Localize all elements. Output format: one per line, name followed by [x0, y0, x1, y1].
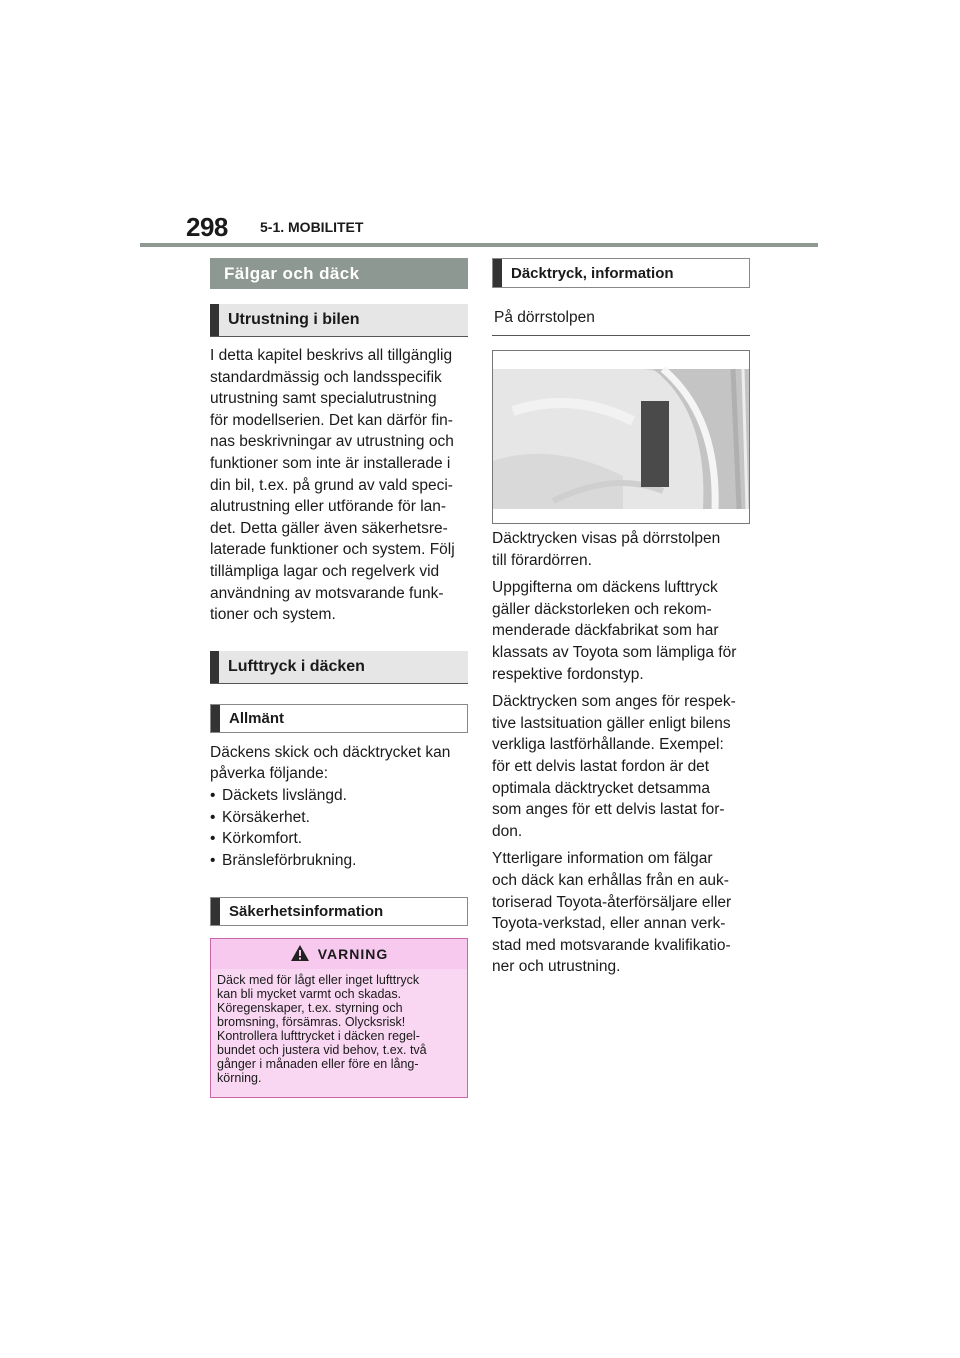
- text-line: Uppgifterna om däckens lufttryck: [492, 579, 718, 597]
- text-line: Kontrollera lufttrycket i däcken regel-: [217, 1029, 420, 1044]
- text-line: toriserad Toyota-återförsäljare eller: [492, 893, 732, 911]
- paragraph-3: [492, 691, 750, 842]
- text-line: gäller däckstorleken och rekom-: [492, 600, 712, 618]
- text-line: nas beskrivningar av utrustning och: [210, 433, 454, 451]
- text-line: ner och utrustning.: [492, 958, 621, 976]
- heading-utrustning-i-bilen: Utrustning i bilen: [210, 304, 468, 337]
- warning-title: VARNING: [317, 946, 389, 963]
- text-line: till förardörren.: [492, 551, 592, 569]
- list-item: • Däckets livslängd.: [210, 785, 468, 807]
- warning-header: [211, 939, 467, 969]
- text-line: och däck kan erhållas från en auk-: [492, 871, 729, 889]
- text-line: Däcktrycken som anges för respek-: [492, 693, 736, 711]
- list-item: • Körsäkerhet.: [210, 807, 468, 829]
- effects-list: [210, 785, 468, 871]
- heading-lufttryck-i-dacken: Lufttryck i däcken: [210, 651, 468, 684]
- text-line: standardmässig och landsspecifik: [210, 368, 442, 386]
- figure-caption: På dörrstolpen: [492, 288, 750, 336]
- paragraph-2: [492, 577, 750, 685]
- text-line: tive lastsituation gäller enligt bilens: [492, 714, 731, 732]
- text-line: tioner och system.: [210, 606, 336, 624]
- door-pillar-illustration: [492, 350, 750, 524]
- text-line: alutrustning eller utförande för lan-: [210, 498, 447, 516]
- intro-paragraph: [210, 345, 468, 626]
- text-line: det. Detta gäller även säkerhetsre-: [210, 519, 448, 537]
- text-line: kan bli mycket varmt och skadas.: [217, 987, 402, 1002]
- paragraph-1: [492, 528, 750, 571]
- text-line: gånger i månaden eller före en lång-: [217, 1057, 419, 1072]
- warning-box: [210, 938, 468, 1098]
- door-pillar-image: [493, 351, 749, 523]
- list-item: • Körkomfort.: [210, 828, 468, 850]
- text-line: din bil, t.ex. på grund av vald speci-: [210, 476, 453, 494]
- text-line: laterade funktioner och system. Följ: [210, 541, 455, 559]
- text-line: körning.: [217, 1071, 262, 1086]
- heading-sakerhetsinformation: Säkerhetsinformation: [210, 897, 468, 926]
- list-item: • Bränsleförbrukning.: [210, 850, 468, 872]
- header-rule: [140, 243, 818, 247]
- text-line: Köregenskaper, t.ex. styrning och: [217, 1001, 403, 1016]
- general-paragraph: [210, 742, 468, 785]
- right-column: [492, 258, 750, 978]
- text-line: klassats av Toyota som lämpliga för: [492, 643, 737, 661]
- text-line: Däcktrycken visas på dörrstolpen: [492, 530, 721, 547]
- text-line: Däck med för lågt eller inget lufttryck: [217, 973, 420, 988]
- heading-dacktryck-information: Däcktryck, information: [492, 258, 750, 288]
- section-label: 5-1. MOBILITET: [260, 219, 364, 235]
- text-line: stad med motsvarande kvalifikatio-: [492, 936, 731, 954]
- text-line: påverka följande:: [210, 765, 329, 783]
- text-line: funktioner som inte är installerade i: [210, 454, 451, 472]
- text-line: respektive fordonstyp.: [492, 665, 644, 683]
- text-line: bromsning, försämras. Olycksrisk!: [217, 1015, 406, 1030]
- text-line: för modellserien. Det kan därför fin-: [210, 411, 453, 429]
- text-line: användning av motsvarande funk-: [210, 584, 444, 602]
- text-line: utrustning samt specialutrustning: [210, 390, 437, 408]
- warning-triangle-icon: [290, 944, 310, 965]
- text-line: som anges för ett delvis lastat for-: [492, 801, 725, 819]
- warning-text: [211, 969, 467, 1097]
- text-line: tillämpliga lagar och regelverk vid: [210, 562, 440, 580]
- text-line: Toyota-verkstad, eller annan verk-: [492, 915, 726, 933]
- tire-pressure-label: [641, 401, 669, 487]
- text-line: don.: [492, 822, 523, 840]
- text-line: för ett delvis lastat fordon är det: [492, 757, 710, 775]
- text-line: Ytterligare information om fälgar: [492, 850, 713, 868]
- text-line: optimala däcktrycket detsamma: [492, 779, 710, 797]
- text-line: bundet och justera vid behov, t.ex. två: [217, 1043, 427, 1058]
- heading-falgar-och-dack: Fälgar och däck: [210, 258, 468, 289]
- left-column: [210, 258, 468, 1098]
- page-number: 298: [186, 212, 228, 242]
- text-line: menderade däckfabrikat som har: [492, 622, 719, 640]
- heading-allmant: Allmänt: [210, 704, 468, 733]
- text-line: I detta kapitel beskrivs all tillgänglig: [210, 347, 453, 364]
- text-line: Däckens skick och däcktrycket kan: [210, 743, 451, 761]
- paragraph-4: [492, 848, 750, 978]
- text-line: verkliga lastförhållande. Exempel:: [492, 736, 724, 754]
